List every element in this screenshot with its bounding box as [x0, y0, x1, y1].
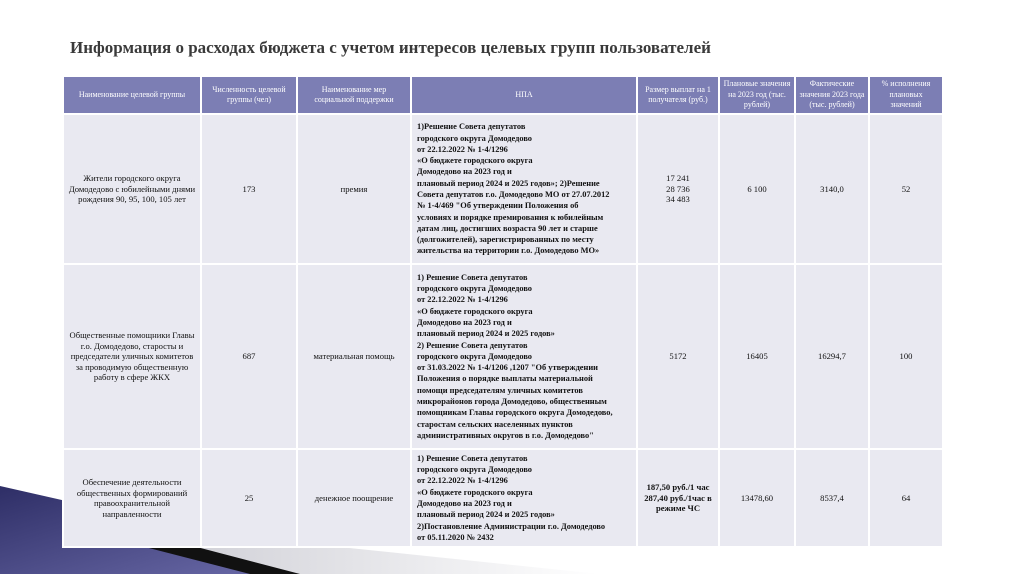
cell-npa: 1) Решение Совета депутатов городского округа Домодедово от 22.12.2022 № 1-4/1296 «О бюджете городского округа Домодедово на 2023 год и плановый период 2024 и 2025 годов» 2) Решение Совета депутатов городского округа Домодедово от 31.03.2022 № 1-4/1206 ,1207 "Об утверждении Положения о порядке выплаты материальной помощи председателям уличных комитетов микрорайонов города Домодедово, общественным помощникам Главы городского округа Домодедово, старостам сельских населенных пунктов административных округов в г.о. Домодедово"	[411, 264, 637, 449]
cell-npa: 1) Решение Совета депутатов городского округа Домодедово от 22.12.2022 № 1-4/1296 «О бюджете городского округа Домодедово на 2023 год и плановый период 2024 и 2025 годов» 2)Постановление Администрации г.о. Домодедово от 05.11.2020 № 2432	[411, 449, 637, 547]
header-payment: Размер выплат на 1 получателя (руб.)	[637, 76, 719, 114]
budget-table	[62, 75, 944, 548]
table-header-row	[63, 76, 943, 114]
table-row	[63, 114, 943, 264]
cell-fact: 16294,7	[795, 264, 869, 449]
cell-measure: материальная помощь	[297, 264, 411, 449]
cell-measure: денежное поощрение	[297, 449, 411, 547]
cell-payment: 5172	[637, 264, 719, 449]
header-count: Численность целевой группы (чел)	[201, 76, 297, 114]
cell-fact: 3140,0	[795, 114, 869, 264]
cell-plan: 16405	[719, 264, 795, 449]
header-measure: Наименование мер социальной поддержки	[297, 76, 411, 114]
cell-group: Общественные помощники Главы г.о. Домодедово, старосты и председатели уличных комитетов за проводимую общественную работу в сфере ЖКХ	[63, 264, 201, 449]
cell-plan: 6 100	[719, 114, 795, 264]
cell-payment: 187,50 руб./1 час 287,40 руб./1час в режиме ЧС	[637, 449, 719, 547]
cell-payment: 17 241 28 736 34 483	[637, 114, 719, 264]
cell-percent: 64	[869, 449, 943, 547]
table-row	[63, 264, 943, 449]
header-percent: % исполнения плановых значений	[869, 76, 943, 114]
cell-fact: 8537,4	[795, 449, 869, 547]
cell-count: 25	[201, 449, 297, 547]
cell-count: 173	[201, 114, 297, 264]
page-title: Информация о расходах бюджета с учетом интересов целевых групп пользователей	[70, 38, 711, 57]
table-row	[63, 449, 943, 547]
cell-count: 687	[201, 264, 297, 449]
cell-group: Обеспечение деятельности общественных формирований правоохранительной направленности	[63, 449, 201, 547]
cell-measure: премия	[297, 114, 411, 264]
cell-percent: 52	[869, 114, 943, 264]
header-plan: Плановые значения на 2023 год (тыс. рублей)	[719, 76, 795, 114]
header-target-group: Наименование целевой группы	[63, 76, 201, 114]
cell-percent: 100	[869, 264, 943, 449]
header-fact: Фактические значения 2023 года (тыс. рублей)	[795, 76, 869, 114]
cell-npa: 1)Решение Совета депутатов городского округа Домодедово от 22.12.2022 № 1-4/1296 «О бюджете городского округа Домодедово на 2023 год и плановый период 2024 и 2025 годов»; 2)Решение Совета депутатов г.о. Домодедово МО от 27.07.2012 № 1-4/469 "Об утверждении Положения об условиях и порядке премирования к юбилейным датам лиц, достигших возраста 90 лет и старше (долгожителей), зарегистрированных по месту жительства на территории г.о. Домодедово МО»	[411, 114, 637, 264]
cell-plan: 13478,60	[719, 449, 795, 547]
cell-group: Жители городского округа Домодедово с юбилейными днями рождения 90, 95, 100, 105 лет	[63, 114, 201, 264]
header-npa: НПА	[411, 76, 637, 114]
